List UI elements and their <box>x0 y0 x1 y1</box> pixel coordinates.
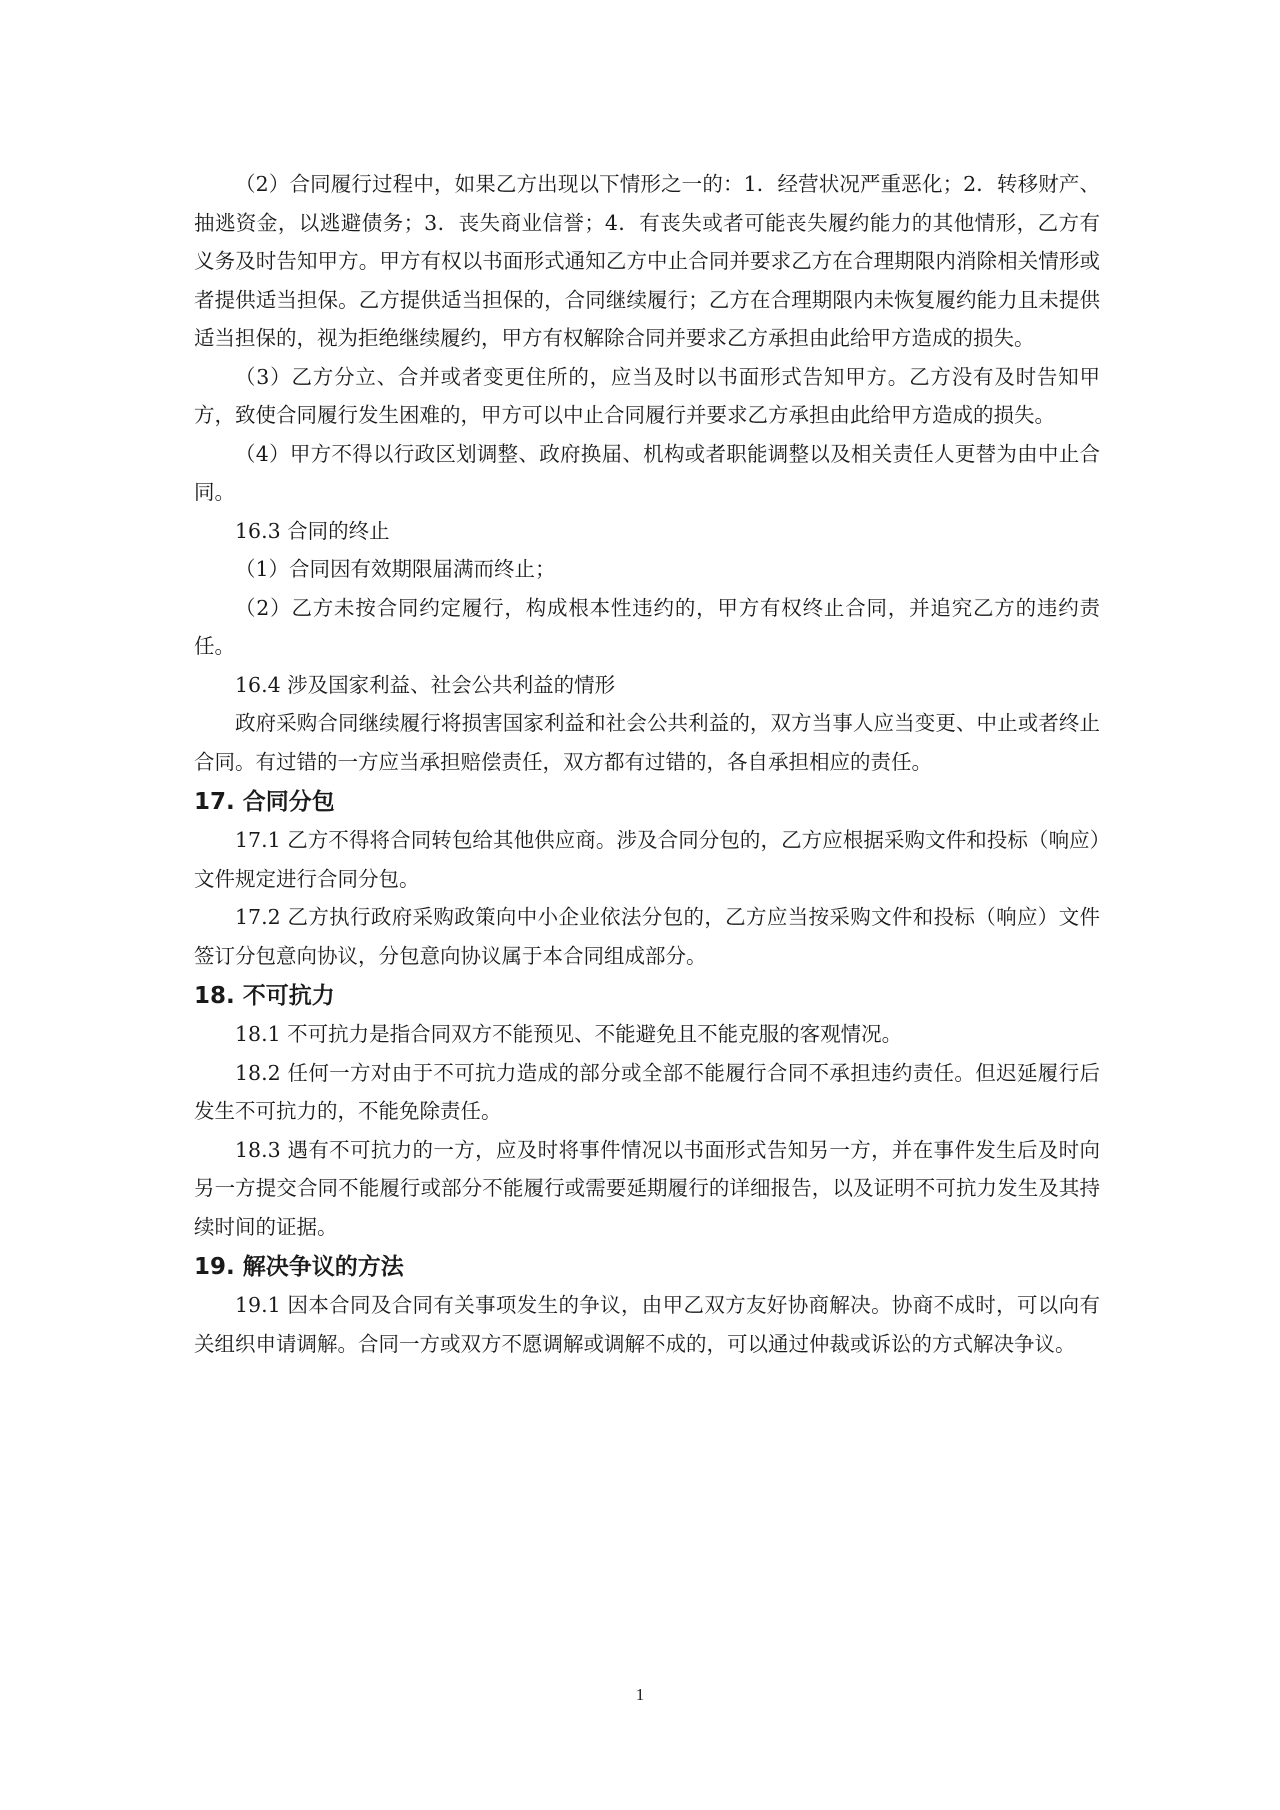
paragraph: 17.1 乙方不得将合同转包给其他供应商。涉及合同分包的，乙方应根据采购文件和投标（响应）文件规定进行合同分包。 <box>194 828 1100 891</box>
section-heading: 17. 合同分包 <box>194 789 335 815</box>
paragraph: （1）合同因有效期限届满而终止； <box>235 557 556 581</box>
page-number: 1 <box>635 1685 645 1704</box>
document-body <box>194 165 1100 1363</box>
paragraph: 政府采购合同继续履行将损害国家利益和社会公共利益的，双方当事人应当变更、中止或者终止合同。有过错的一方应当承担赔偿责任，双方都有过错的，各自承担相应的责任。 <box>194 711 1100 774</box>
paragraph: 17.2 乙方执行政府采购政策向中小企业依法分包的，乙方应当按采购文件和投标（响应）文件签订分包意向协议，分包意向协议属于本合同组成部分。 <box>194 905 1100 968</box>
paragraph: （2）乙方未按合同约定履行，构成根本性违约的，甲方有权终止合同，并追究乙方的违约责任。 <box>194 595 1100 658</box>
paragraph: 19.1 因本合同及合同有关事项发生的争议，由甲乙双方友好协商解决。协商不成时，可以向有关组织申请调解。合同一方或双方不愿调解或调解不成的，可以通过仲裁或诉讼的方式解决争议。 <box>194 1293 1100 1356</box>
paragraph: 18.2 任何一方对由于不可抗力造成的部分或全部不能履行合同不承担违约责任。但迟延履行后发生不可抗力的，不能免除责任。 <box>194 1060 1100 1123</box>
paragraph: 16.3 合同的终止 <box>235 518 390 543</box>
paragraph: 18.3 遇有不可抗力的一方，应及时将事件情况以书面形式告知另一方，并在事件发生后及时向另一方提交合同不能履行或部分不能履行或需要延期履行的详细报告，以及证明不可抗力发生及其持续时间的证据。 <box>194 1137 1100 1239</box>
paragraph: （2）合同履行过程中，如果乙方出现以下情形之一的：1．经营状况严重恶化；2．转移财产、抽逃资金，以逃避债务；3．丧失商业信誉；4．有丧失或者可能丧失履约能力的其他情形，乙方有义务及时告知甲方。甲方有权以书面形式通知乙方中止合同并要求乙方在合理期限内消除相关情形或者提供适当担保。乙方提供适当担保的，合同继续履行；乙方在合理期限内未恢复履约能力且未提供适当担保的，视为拒绝继续履约，甲方有权解除合同并要求乙方承担由此给甲方造成的损失。 <box>194 172 1100 350</box>
paragraph: 18.1 不可抗力是指合同双方不能预见、不能避免且不能克服的客观情况。 <box>235 1022 903 1046</box>
section-heading: 19. 解决争议的方法 <box>194 1254 404 1280</box>
section-heading: 18. 不可抗力 <box>194 983 335 1009</box>
paragraph: （3）乙方分立、合并或者变更住所的，应当及时以书面形式告知甲方。乙方没有及时告知甲方，致使合同履行发生困难的，甲方可以中止合同履行并要求乙方承担由此给甲方造成的损失。 <box>194 364 1100 427</box>
paragraph: （4）甲方不得以行政区划调整、政府换届、机构或者职能调整以及相关责任人更替为由中止合同。 <box>194 441 1100 504</box>
paragraph: 16.4 涉及国家利益、社会公共利益的情形 <box>235 672 616 697</box>
